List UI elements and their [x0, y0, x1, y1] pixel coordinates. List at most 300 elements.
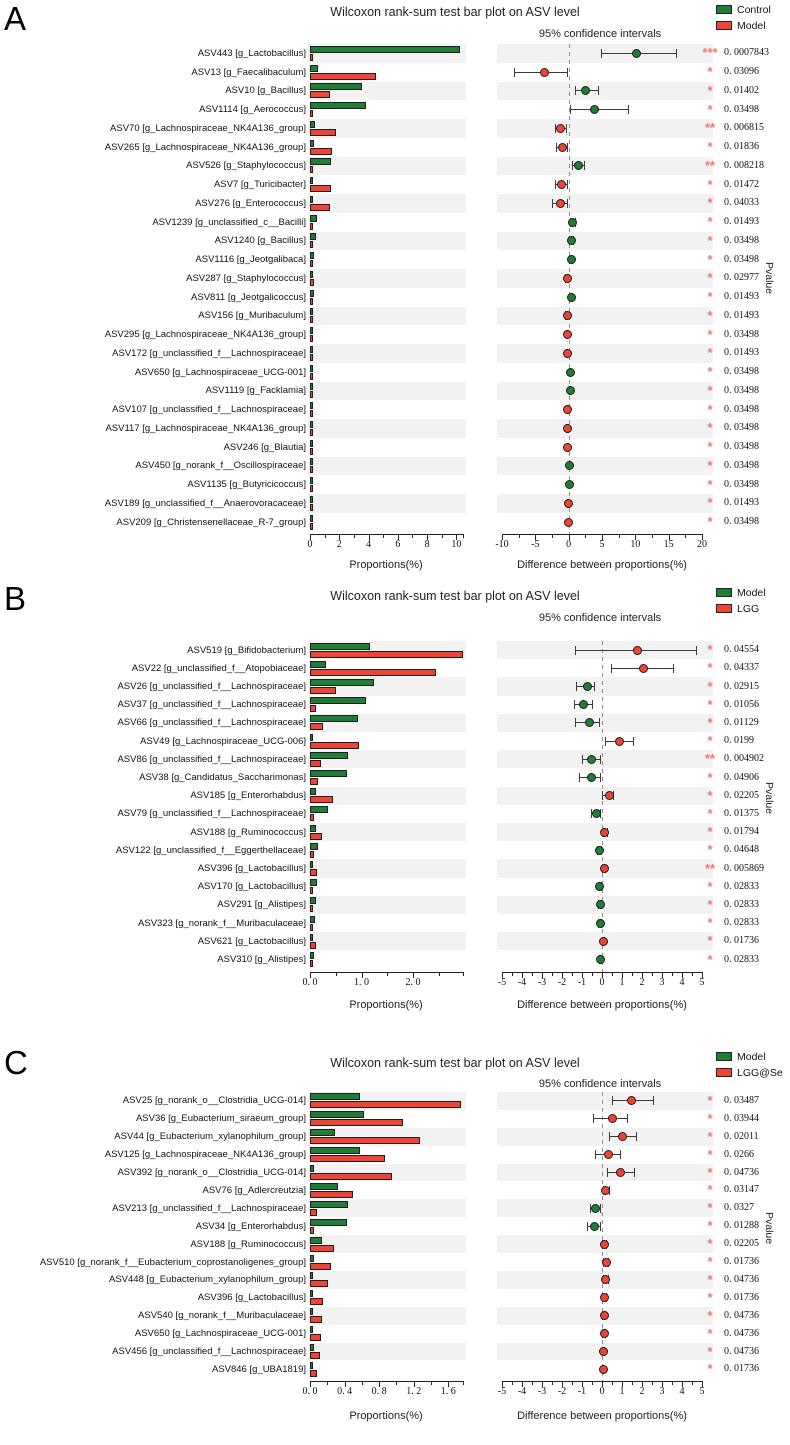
row-stripe: [308, 194, 466, 213]
significance-stars: *: [707, 1218, 713, 1234]
row-label: ASV846 [g_UBA1819]: [211, 1363, 306, 1375]
row-label: ASV44 [g_Eubacterium_xylanophilum_group]: [114, 1131, 306, 1143]
row-stripe: [497, 269, 713, 288]
ci-dot: [600, 828, 609, 837]
axis-tick: [632, 973, 633, 976]
bar-control: [310, 383, 313, 390]
significance-stars: *: [707, 457, 713, 473]
p-value: 0. 04736: [724, 1327, 759, 1339]
ci-dot: [600, 1329, 609, 1338]
ci-dot: [608, 1114, 617, 1123]
p-value: 0. 005869: [724, 862, 764, 874]
row-stripe: [497, 82, 713, 101]
row-label: ASV456 [g_unclassified_f__Lachnospiraceae]: [112, 1346, 306, 1358]
panel-c-prop-axis-title: Proportions(%): [349, 1410, 423, 1422]
p-value: 0. 03487: [724, 1094, 759, 1106]
bar-model: [310, 466, 313, 473]
row-label: ASV107 [g_unclassified_f__Lachnospiraceae]: [112, 404, 306, 416]
ci-dot: [595, 846, 604, 855]
row-label: ASV156 [g_Muribaculum]: [198, 310, 306, 322]
axis-tick-label: 0: [599, 977, 605, 988]
significance-stars: *: [707, 1110, 713, 1126]
ci-dot: [567, 255, 576, 264]
ci-errorbar-cap: [620, 1150, 621, 1159]
ci-dot: [564, 518, 573, 527]
axis-tick: [354, 535, 355, 538]
p-value: 0. 01736: [724, 1291, 759, 1303]
bar-lgg@se: [310, 1298, 323, 1305]
axis-tick-label: 1. 6: [440, 1386, 456, 1397]
row-label: ASV189 [g_unclassified_f__Anaerovoracaceae]: [104, 497, 306, 509]
significance-stars: *: [707, 787, 713, 803]
ci-errorbar-cap: [556, 143, 557, 152]
p-value: 0. 03498: [724, 234, 759, 246]
panel-a-prop-axis-title: Proportions(%): [349, 559, 423, 571]
ci-dot: [563, 349, 572, 358]
bar-model: [310, 806, 328, 813]
ci-dot: [587, 773, 596, 782]
ci-errorbar-cap: [552, 199, 553, 208]
bar-model: [310, 1111, 364, 1118]
row-stripe: [308, 1343, 466, 1361]
p-value: 0. 02011: [724, 1130, 759, 1142]
axis-tick-label: -2: [557, 1386, 567, 1397]
axis-tick: [532, 973, 533, 976]
row-label: ASV540 [g_norank_f__Muribaculaceae]: [138, 1310, 306, 1322]
p-value: 0. 0199: [724, 735, 754, 747]
panel-a-pvalue-axis-label: Pvalue: [763, 262, 775, 295]
p-value: 0. 006815: [724, 122, 764, 134]
significance-stars: *: [707, 951, 713, 967]
ci-dot: [558, 143, 567, 152]
p-value: 0. 03498: [724, 103, 759, 115]
ci-dot: [600, 864, 609, 873]
axis-tick-label: 1: [619, 1386, 625, 1397]
bar-model: [310, 1147, 360, 1154]
row-label: ASV209 [g_Christensenellaceae_R-7_group]: [116, 516, 306, 528]
row-stripe: [308, 457, 466, 476]
legend-swatch-icon: [716, 21, 732, 30]
p-value: 0. 03498: [724, 459, 759, 471]
ci-errorbar-cap: [567, 68, 568, 77]
bar-model: [310, 1308, 313, 1315]
significance-stars: *: [707, 495, 713, 511]
ci-dot: [618, 1132, 627, 1141]
row-label: ASV22 [g_unclassified_f__Atopobiaceae]: [131, 662, 306, 674]
axis-tick: [463, 535, 464, 538]
row-label: ASV265 [g_Lachnospiraceae_NK4A136_group]: [104, 141, 306, 153]
p-value: 0. 01736: [724, 935, 759, 947]
ci-errorbar-cap: [567, 143, 568, 152]
axis-tick: [692, 1382, 693, 1385]
row-label: ASV443 [g_Lactobacillus]: [197, 47, 306, 59]
panel-c-title: Wilcoxon rank-sum test bar plot on ASV level: [330, 1056, 580, 1070]
p-value: 0. 03498: [724, 384, 759, 396]
panel-b-pvalue-axis-label: Pvalue: [763, 782, 775, 815]
ci-dot: [592, 809, 601, 818]
significance-stars: *: [707, 842, 713, 858]
axis-tick-label: 0. 0: [302, 977, 318, 988]
ci-errorbar-cap: [576, 682, 577, 691]
bar-lgg@se: [310, 1334, 321, 1341]
row-label: ASV172 [g_unclassified_f__Lachnospiraceae]: [112, 347, 306, 359]
ci-errorbar-cap: [605, 737, 606, 746]
bar-model: [310, 643, 370, 650]
row-stripe: [497, 1164, 713, 1182]
significance-stars: *: [707, 1271, 713, 1287]
ci-errorbar-cap: [611, 664, 612, 673]
p-value: 0. 04554: [724, 644, 759, 656]
p-value: 0. 04736: [724, 1309, 759, 1321]
axis-tick: [463, 973, 464, 976]
row-label: ASV287 [g_Staphylococcus]: [186, 272, 306, 284]
bar-control: [310, 46, 460, 53]
axis-tick-label: -1: [577, 1386, 587, 1397]
ci-errorbar-cap: [592, 700, 593, 709]
axis-tick-label: 2: [639, 977, 645, 988]
bar-model: [310, 752, 348, 759]
row-label: ASV79 [g_unclassified_f__Lachnospiraceae]: [117, 808, 306, 820]
ci-dot: [540, 68, 549, 77]
ci-errorbar-cap: [514, 68, 515, 77]
bar-control: [310, 158, 331, 165]
bar-model: [310, 916, 315, 923]
significance-stars: *: [707, 251, 713, 267]
ci-dot: [556, 124, 565, 133]
significance-stars: *: [707, 476, 713, 492]
axis-tick-label: 8: [424, 539, 430, 550]
p-value: 0. 01129: [724, 716, 759, 728]
bar-lgg@se: [310, 1316, 322, 1323]
bar-model: [310, 391, 313, 398]
bar-model: [310, 1165, 314, 1172]
bar-control: [310, 346, 313, 353]
bar-model: [310, 148, 332, 155]
axis-tick: [672, 973, 673, 976]
row-label: ASV448 [g_Eubacterium_xylanophilum_group]: [109, 1274, 306, 1286]
ci-dot: [587, 755, 596, 764]
axis-tick-label: -2: [557, 977, 567, 988]
legend-label: LGG@Se: [737, 1067, 783, 1079]
p-value: 0. 02833: [724, 953, 759, 965]
p-value: 0. 01836: [724, 141, 759, 153]
ci-errorbar-cap: [584, 161, 585, 170]
axis-tick-label: 6: [395, 539, 401, 550]
row-stripe: [497, 194, 713, 213]
p-value: 0. 01736: [724, 1256, 759, 1268]
ci-errorbar-cap: [567, 180, 568, 189]
ci-errorbar-cap: [600, 773, 601, 782]
ci-errorbar-cap: [601, 49, 602, 58]
bar-model: [310, 1255, 314, 1262]
row-stripe: [308, 232, 466, 251]
bar-lgg@se: [310, 1101, 461, 1108]
axis-tick: [362, 1382, 363, 1385]
bar-model: [310, 1093, 360, 1100]
p-value: 0. 01493: [724, 291, 759, 303]
bar-lgg: [310, 960, 313, 967]
row-label: ASV26 [g_unclassified_f__Lachnospiraceae]: [117, 681, 306, 692]
bar-lgg@se: [310, 1227, 314, 1234]
row-label: ASV291 [g_Alistipes]: [217, 899, 306, 911]
significance-stars: *: [707, 364, 713, 380]
ci-dot: [627, 1096, 636, 1105]
axis-tick: [585, 535, 586, 538]
axis-tick-label: 0: [599, 1386, 605, 1397]
legend-label: Control: [737, 4, 771, 16]
p-value: 0. 03944: [724, 1112, 759, 1124]
bar-lgg: [310, 778, 318, 785]
significance-stars: *: [707, 1254, 713, 1270]
axis-tick-label: -1: [577, 977, 587, 988]
axis-tick: [512, 1382, 513, 1385]
p-value: 0. 04736: [724, 1273, 759, 1285]
row-label: ASV246 [g_Blautia]: [223, 441, 306, 453]
axis-tick-label: 2: [336, 539, 342, 550]
ci-dot: [599, 1365, 608, 1374]
axis-tick-label: 3: [659, 977, 665, 988]
ci-dot: [639, 664, 648, 673]
significance-stars: *: [707, 714, 713, 730]
ci-errorbar-cap: [609, 1132, 610, 1141]
significance-stars: *: [707, 382, 713, 398]
bar-model: [310, 354, 313, 361]
row-stripe: [497, 419, 713, 438]
axis-tick: [552, 535, 553, 538]
ci-errorbar: [570, 109, 629, 110]
bar-model: [310, 448, 313, 455]
bar-lgg: [310, 851, 314, 858]
axis-tick: [442, 535, 443, 538]
ci-errorbar-cap: [567, 199, 568, 208]
row-label: ASV510 [g_norank_f__Eubacterium_coprostanoligenes_group]: [39, 1256, 306, 1268]
ci-dot: [583, 682, 592, 691]
row-label: ASV188 [g_Ruminococcus]: [190, 826, 306, 838]
axis-tick-label: 5: [699, 1386, 705, 1397]
panel-b-label: B: [4, 580, 27, 617]
p-value: 0. 01493: [724, 497, 759, 509]
axis-tick: [431, 1382, 432, 1385]
bar-model: [310, 1344, 314, 1351]
row-stripe: [308, 307, 466, 326]
significance-stars: *: [707, 232, 713, 248]
ci-dot: [604, 1150, 613, 1159]
ci-errorbar-cap: [598, 86, 599, 95]
ci-errorbar-cap: [593, 1114, 594, 1123]
axis-tick: [387, 973, 388, 976]
significance-stars: *: [707, 1289, 713, 1305]
axis-tick: [652, 973, 653, 976]
p-value: 0. 03498: [724, 422, 759, 434]
ci-dot: [579, 700, 588, 709]
ci-dot: [563, 311, 572, 320]
row-label: ASV650 [g_Lachnospiraceae_UCG-001]: [134, 1328, 306, 1340]
bar-lgg: [310, 869, 317, 876]
bar-model: [310, 54, 313, 61]
significance-stars: *: [707, 289, 713, 305]
ci-errorbar-cap: [566, 124, 567, 133]
row-label: ASV7 [g_Turicibacter]: [213, 179, 306, 191]
legend-label: Model: [737, 587, 766, 599]
panel-b-prop-axis-title: Proportions(%): [349, 999, 423, 1011]
significance-stars: *: [707, 101, 713, 117]
legend-swatch-icon: [716, 604, 732, 613]
row-label: ASV1240 [g_Bacillus]: [214, 235, 306, 247]
row-stripe: [308, 344, 466, 363]
axis-tick: [519, 535, 520, 538]
row-label: ASV519 [g_Bifidobacterium]: [187, 644, 306, 656]
axis-tick-label: -5: [497, 1386, 507, 1397]
bar-control: [310, 290, 314, 297]
axis-tick: [652, 535, 653, 538]
axis-tick: [336, 973, 337, 976]
significance-stars: *: [707, 678, 713, 694]
legend-label: Model: [737, 20, 766, 32]
axis-tick: [325, 535, 326, 538]
bar-model: [310, 679, 374, 686]
ci-errorbar-cap: [582, 755, 583, 764]
row-stripe: [497, 677, 713, 695]
axis-tick-label: 0: [566, 539, 572, 550]
significance-stars: *: [707, 733, 713, 749]
axis-tick-label: 10: [451, 539, 462, 550]
significance-stars: *: [707, 642, 713, 658]
bar-model: [310, 1326, 313, 1333]
ci-dot: [574, 161, 583, 170]
bar-lgg@se: [310, 1209, 317, 1216]
p-value: 0. 04736: [724, 1345, 759, 1357]
axis-tick-label: -5: [497, 977, 507, 988]
significance-stars: *: [707, 1182, 713, 1198]
bar-control: [310, 496, 313, 503]
axis-tick-label: 2. 0: [405, 977, 421, 988]
p-value: 0. 03498: [724, 366, 759, 378]
row-stripe: [497, 457, 713, 476]
axis-tick: [439, 973, 440, 976]
ci-errorbar-cap: [653, 1096, 654, 1105]
row-label: ASV811 [g_Jeotgalicoccus]: [191, 291, 306, 303]
axis-tick: [619, 535, 620, 538]
axis-tick-label: 0. 4: [337, 1386, 353, 1397]
ci-errorbar-cap: [575, 718, 576, 727]
bar-control: [310, 121, 315, 128]
bar-lgg: [310, 796, 333, 803]
bar-lgg: [310, 651, 463, 658]
row-stripe: [497, 157, 713, 176]
axis-tick: [572, 973, 573, 976]
row-stripe: [308, 494, 466, 513]
bar-lgg: [310, 887, 313, 894]
significance-stars: **: [704, 120, 716, 136]
significance-stars: *: [707, 660, 713, 676]
axis-tick: [512, 973, 513, 976]
significance-stars: **: [704, 860, 716, 876]
axis-tick-label: -4: [517, 977, 527, 988]
bar-model: [310, 335, 313, 342]
bar-model: [310, 373, 313, 380]
axis-tick: [685, 535, 686, 538]
row-stripe: [497, 382, 713, 401]
p-value: 0. 02205: [724, 789, 759, 801]
significance-stars: *: [707, 270, 713, 286]
bar-control: [310, 402, 313, 409]
bar-model: [310, 316, 313, 323]
bar-model: [310, 934, 313, 941]
bar-model: [310, 1290, 313, 1297]
significance-stars: *: [707, 824, 713, 840]
ci-errorbar-cap: [575, 86, 576, 95]
bar-model: [310, 1129, 335, 1136]
significance-stars: *: [707, 1325, 713, 1341]
row-label: ASV122 [g_unclassified_f__Eggerthellaceae]: [115, 844, 306, 856]
bar-model: [310, 129, 336, 136]
bar-lgg@se: [310, 1155, 385, 1162]
row-label: ASV213 [g_unclassified_f__Lachnospiraceae]: [112, 1202, 306, 1214]
axis-tick: [652, 1382, 653, 1385]
p-value: 0. 0327: [724, 1202, 754, 1214]
bar-control: [310, 233, 316, 240]
row-label: ASV188 [g_Ruminococcus]: [190, 1238, 306, 1250]
axis-tick-label: 5: [699, 977, 705, 988]
row-stripe: [497, 1199, 713, 1217]
bar-model: [310, 410, 313, 417]
ci-dot: [616, 1168, 625, 1177]
axis-tick: [552, 1382, 553, 1385]
significance-stars: **: [704, 157, 716, 173]
axis-tick-label: 2: [639, 1386, 645, 1397]
ci-dot: [563, 443, 572, 452]
p-value: 0. 04337: [724, 662, 759, 674]
significance-stars: *: [707, 878, 713, 894]
axis-tick-label: 0. 8: [371, 1386, 387, 1397]
significance-stars: *: [707, 1092, 713, 1108]
significance-stars: *: [707, 1146, 713, 1162]
row-stripe: [497, 307, 713, 326]
bar-lgg: [310, 833, 322, 840]
bar-control: [310, 477, 313, 484]
bar-model: [310, 734, 313, 741]
bar-model: [310, 715, 358, 722]
row-label: ASV1135 [g_Butyricicoccus]: [187, 479, 306, 491]
ci-dot: [600, 1240, 609, 1249]
p-value: 0. 03096: [724, 66, 759, 78]
row-label: ASV310 [g_Alistipes]: [217, 954, 306, 965]
row-stripe: [308, 157, 466, 176]
ci-errorbar-cap: [599, 718, 600, 727]
p-value: 0. 01493: [724, 347, 759, 359]
ci-errorbar-cap: [570, 105, 571, 114]
p-value: 0. 03498: [724, 253, 759, 265]
axis-tick-label: 1. 0: [354, 977, 369, 988]
ci-errorbar-cap: [579, 773, 580, 782]
ci-dot: [633, 646, 642, 655]
bar-model: [310, 298, 313, 305]
axis-tick-label: -3: [537, 1386, 547, 1397]
significance-stars: *: [707, 64, 713, 80]
ci-errorbar-cap: [602, 791, 603, 800]
significance-stars: **: [704, 751, 716, 767]
ci-dot: [600, 1311, 609, 1320]
significance-stars: *: [707, 214, 713, 230]
bar-model: [310, 952, 314, 959]
axis-tick-label: -10: [495, 539, 509, 550]
p-value: 0. 01794: [724, 826, 759, 838]
axis-tick: [592, 973, 593, 976]
bar-control: [310, 215, 317, 222]
row-label: ASV392 [g_norank_o__Clostridia_UCG-014]: [117, 1167, 306, 1179]
axis-tick-label: 3: [659, 1386, 665, 1397]
ci-errorbar-cap: [595, 1150, 596, 1159]
